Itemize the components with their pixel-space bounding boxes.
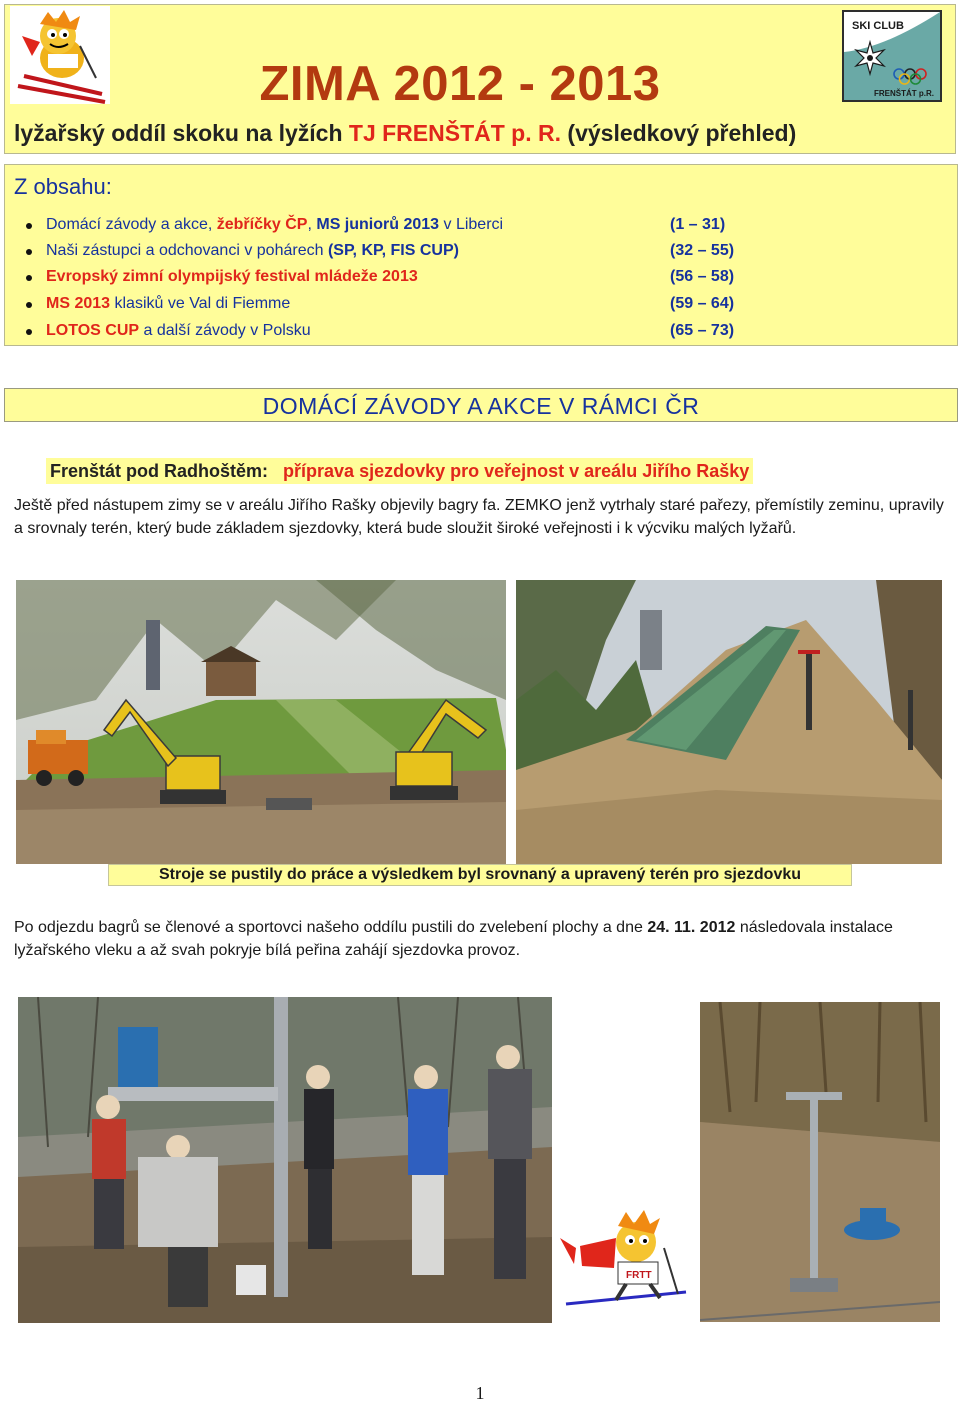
location-heading: Frenštát pod Radhoštěm: příprava sjezdovky pro veřejnost v areálu Jiřího Rašky: [46, 458, 753, 484]
toc-page-ref: (56 – 58): [670, 268, 735, 285]
bullet-icon: [26, 302, 32, 308]
photo-caption: Stroje se pustily do práce a výsledkem byl srovnaný a upravený terén pro sjezdovku: [108, 864, 852, 886]
toc-page-ref: (65 – 73): [670, 322, 735, 339]
toc-page-ref: (1 – 31): [670, 216, 726, 233]
mascot-skier-image: [556, 1208, 690, 1312]
subtitle-note: (výsledkový přehled): [567, 120, 797, 146]
toc-page-ref: (32 – 55): [670, 242, 735, 259]
mascot-shirt-label: FRTT: [626, 1270, 652, 1281]
contents-heading: Z obsahu:: [14, 174, 112, 199]
subtitle-team: TJ FRENŠTÁT p. R.: [348, 120, 562, 146]
photo-lift-installation: [18, 997, 552, 1323]
logo-text-bottom: FRENŠTÁT p.R.: [874, 89, 934, 98]
bullet-icon: [26, 223, 32, 229]
page-subtitle: [14, 120, 954, 147]
bullet-icon: [26, 275, 32, 281]
page-title: ZIMA 2012 - 2013: [259, 57, 661, 111]
bullet-icon: [26, 329, 32, 335]
section-banner: DOMÁCÍ ZÁVODY A AKCE V RÁMCI ČR: [4, 388, 958, 422]
photo-ski-jump-hill: [516, 580, 942, 864]
paragraph-intro: Ještě před nástupem zimy se v areálu Jiřího Rašky objevily bagry fa. ZEMKO jenž vytrhaly staré pařezy, přemístily zeminu, upravily a srovnaly terén, který bude základem sjezdovky, která bude sloužit široké veřejnosti i k výcviku malých lyžařů.: [14, 497, 944, 537]
ski-club-logo: [842, 10, 942, 102]
ski-mascot-logo: [10, 6, 110, 104]
paragraph-lift-installation: Po odjezdu bagrů se členové a sportovci našeho oddílu pustili do zvelebení plochy a dne 24. 11. 2012 následovala instalace lyžařského vleku a až svah pokryje bílá peřina zahájí sjezdovka provoz.: [14, 919, 893, 959]
photo-excavators: [16, 580, 506, 864]
subtitle-club: lyžařský oddíl skoku na lyžích: [14, 120, 343, 146]
logo-text-top: SKI CLUB: [852, 20, 904, 32]
page-number: 1: [475, 1383, 485, 1403]
bullet-icon: [26, 249, 32, 255]
photo-lift-pole: [700, 1002, 940, 1322]
toc-page-ref: (59 – 64): [670, 295, 735, 312]
